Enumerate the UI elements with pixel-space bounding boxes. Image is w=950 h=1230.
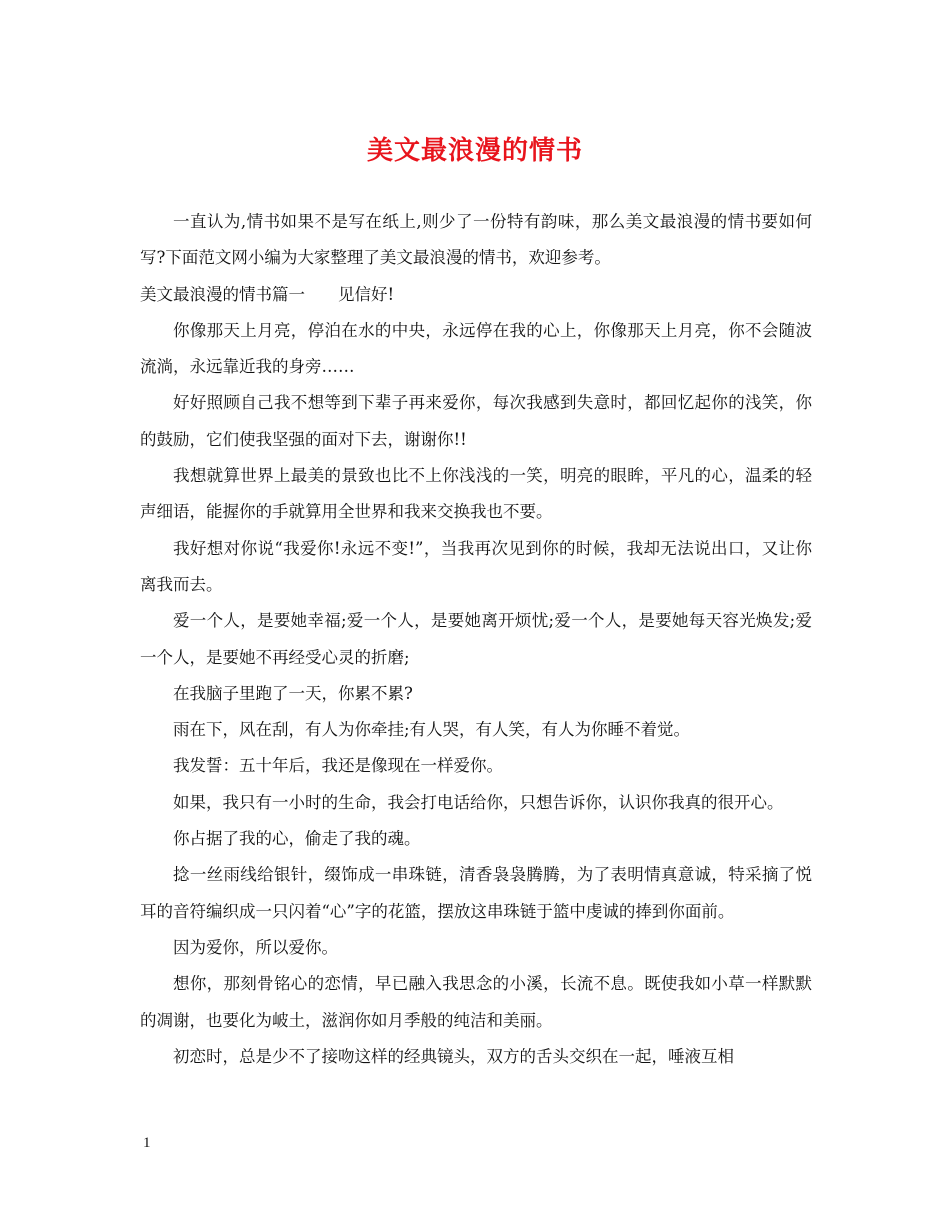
paragraph: 如果，我只有一小时的生命，我会打电话给你，只想告诉你，认识你我真的很开心。 <box>173 792 784 812</box>
paragraph: 想你，那刻骨铭心的恋情，早已融入我思念的小溪，长流不息。既使我如小草一样默默的凋谢，也要化为岥土，滋润你如月季般的纯洁和美丽。 <box>140 974 812 1030</box>
paragraph: 初恋时，总是少不了接吻这样的经典镜头，双方的舌头交织在一起，唾液互相 <box>173 1046 734 1066</box>
paragraph: 你像那天上月亮，停泊在水的中央，永远停在我的心上，你像那天上月亮，你不会随波流淌，永远靠近我的身旁…… <box>140 320 812 377</box>
paragraph: 爱一个人，是要她幸福;爱一个人，是要她离开烦忧;爱一个人，是要她每天容光焕发;爱一个人，是要她不再经受心灵的折磨; <box>140 611 812 667</box>
page-number: 1 <box>143 1135 151 1151</box>
paragraph: 好好照顾自己我不想等到下辈子再来爱你，每次我感到失意时，都回忆起你的浅笑，你的鼓励，它们使我坚强的面对下去，谢谢你!! <box>140 393 812 449</box>
paragraph: 因为爱你，所以爱你。 <box>173 937 338 957</box>
paragraph: 我好想对你说“我爱你!永远不变!”，当我再次见到你的时候，我却无法说出口，又让你离我而去。 <box>140 538 812 594</box>
paragraph: 我发誓：五十年后，我还是像现在一样爱你。 <box>173 756 503 776</box>
paragraph: 你占据了我的心，偷走了我的魂。 <box>173 829 421 849</box>
paragraph: 一直认为,情书如果不是写在纸上,则少了一份特有韵味，那么美文最浪漫的情书要如何写?下面范文网小编为大家整理了美文最浪漫的情书，欢迎参考。 <box>140 212 812 268</box>
paragraph: 美文最浪漫的情书篇一 见信好! <box>140 284 395 304</box>
paragraph: 在我脑子里跑了一天，你累不累? <box>173 683 413 703</box>
document-body <box>140 204 812 1075</box>
paragraph: 我想就算世界上最美的景致也比不上你浅浅的一笑，明亮的眼眸，平凡的心，温柔的轻声细语，能握你的手就算用全世界和我来交换我也不要。 <box>140 466 812 522</box>
paragraph: 雨在下，风在刮，有人为你牵挂;有人哭，有人笑，有人为你睡不着觉。 <box>173 720 691 740</box>
document-title: 美文最浪漫的情书 <box>366 136 583 166</box>
paragraph: 捻一丝雨线给银针，缀饰成一串珠链，清香袅袅腾腾，为了表明情真意诚，特采摘了悦耳的音符编织成一只闪着“心”字的花篮，摆放这串珠链于篮中虔诚的捧到你面前。 <box>140 865 812 921</box>
